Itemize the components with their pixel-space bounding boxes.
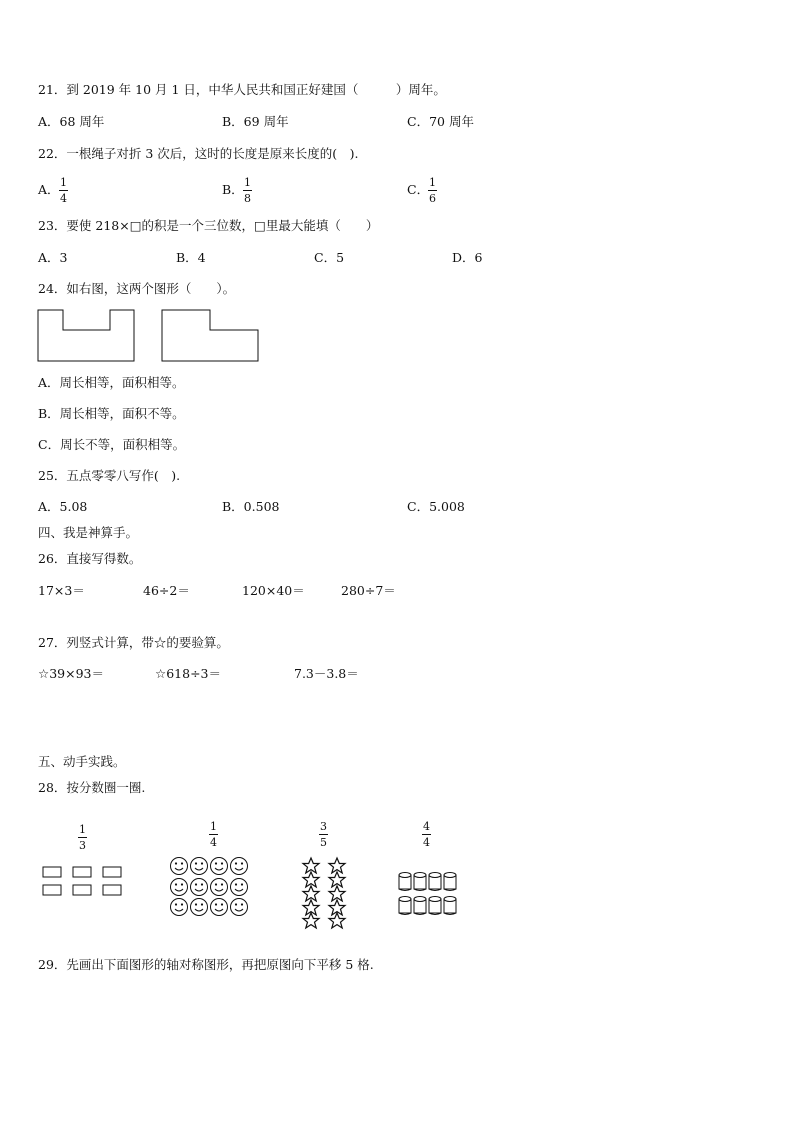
q28-smileys-group: [168, 856, 252, 918]
q26-stem: 26．直接写得数。: [38, 551, 142, 566]
q21-option-c: C．70 周年: [407, 114, 474, 129]
q27-item-2: ☆618÷3＝: [155, 666, 221, 681]
fraction-denominator: 3: [79, 839, 86, 852]
q24-stem: 24．如右图，这两个图形（ ）。: [38, 281, 236, 296]
fraction-numerator: 1: [60, 176, 67, 189]
q22-option-b-fraction: [243, 176, 252, 205]
q28-stars-group: [297, 856, 351, 932]
q24-option-b: B．周长相等，面积不等。: [38, 406, 185, 421]
q22-option-c-fraction: [428, 176, 437, 205]
q27-stem: 27．列竖式计算，带☆的要验算。: [38, 635, 229, 650]
q26-item-2: 46÷2＝: [143, 583, 190, 598]
fraction-numerator: 1: [244, 176, 251, 189]
q28-fraction-1: [78, 823, 87, 852]
q22-option-a-label: A．: [38, 182, 60, 197]
q26-item-1: 17×3＝: [38, 583, 85, 598]
q23-stem: 23．要使 218×□的积是一个三位数，□里最大能填（ ）: [38, 218, 379, 233]
q22-option-c-label: C．: [407, 182, 430, 197]
q21-stem: 21．到 2019 年 10 月 1 日，中华人民共和国正好建国（ ）周年。: [38, 82, 446, 97]
q29-stem: 29．先画出下面图形的轴对称图形，再把原图向下平移 5 格.: [38, 957, 374, 972]
section-5-heading: 五、动手实践。: [38, 754, 126, 769]
q24-shapes-figure: [37, 309, 267, 364]
fraction-numerator: 4: [423, 820, 430, 833]
q26-item-4: 280÷7＝: [341, 583, 396, 598]
q23-option-a: A．3: [38, 250, 68, 265]
q24-option-c: C．周长不等，面积相等。: [38, 437, 186, 452]
q22-option-b-label: B．: [222, 182, 244, 197]
q27-item-1: ☆39×93＝: [38, 666, 104, 681]
fraction-numerator: 3: [320, 820, 327, 833]
q26-item-3: 120×40＝: [242, 583, 305, 598]
q22-stem: 22．一根绳子对折 3 次后，这时的长度是原来长度的( ).: [38, 146, 359, 161]
q27-item-3: 7.3－3.8＝: [294, 666, 359, 681]
q21-option-b: B．69 周年: [222, 114, 289, 129]
shape-left-notched: [38, 310, 134, 361]
fraction-numerator: 1: [210, 820, 217, 833]
fraction-denominator: 8: [244, 192, 251, 205]
q28-fraction-2: [209, 820, 218, 849]
fraction-numerator: 1: [429, 176, 436, 189]
fraction-numerator: 1: [79, 823, 86, 836]
q21-option-a: A．68 周年: [38, 114, 105, 129]
q25-option-c: C．5.008: [407, 499, 465, 514]
q23-option-b: B．4: [176, 250, 206, 265]
q22-option-a-fraction: [59, 176, 68, 205]
fraction-denominator: 4: [423, 836, 430, 849]
fraction-denominator: 4: [210, 836, 217, 849]
fraction-denominator: 5: [320, 836, 327, 849]
q28-fraction-4: [422, 820, 431, 849]
q23-option-d: D．6: [452, 250, 483, 265]
q28-fraction-3: [319, 820, 328, 849]
section-4-heading: 四、我是神算手。: [38, 525, 139, 540]
shape-right-stepped: [162, 310, 258, 361]
q25-option-a: A．5.08: [38, 499, 88, 514]
q28-cylinders-group: [397, 870, 461, 920]
fraction-denominator: 4: [60, 192, 67, 205]
q28-rectangles-group: [42, 866, 122, 898]
q28-stem: 28．按分数圈一圈.: [38, 780, 146, 795]
fraction-denominator: 6: [429, 192, 436, 205]
q25-option-b: B．0.508: [222, 499, 280, 514]
q25-stem: 25．五点零零八写作( ).: [38, 468, 181, 483]
q23-option-c: C．5: [314, 250, 345, 265]
q24-option-a: A．周长相等，面积相等。: [38, 375, 185, 390]
